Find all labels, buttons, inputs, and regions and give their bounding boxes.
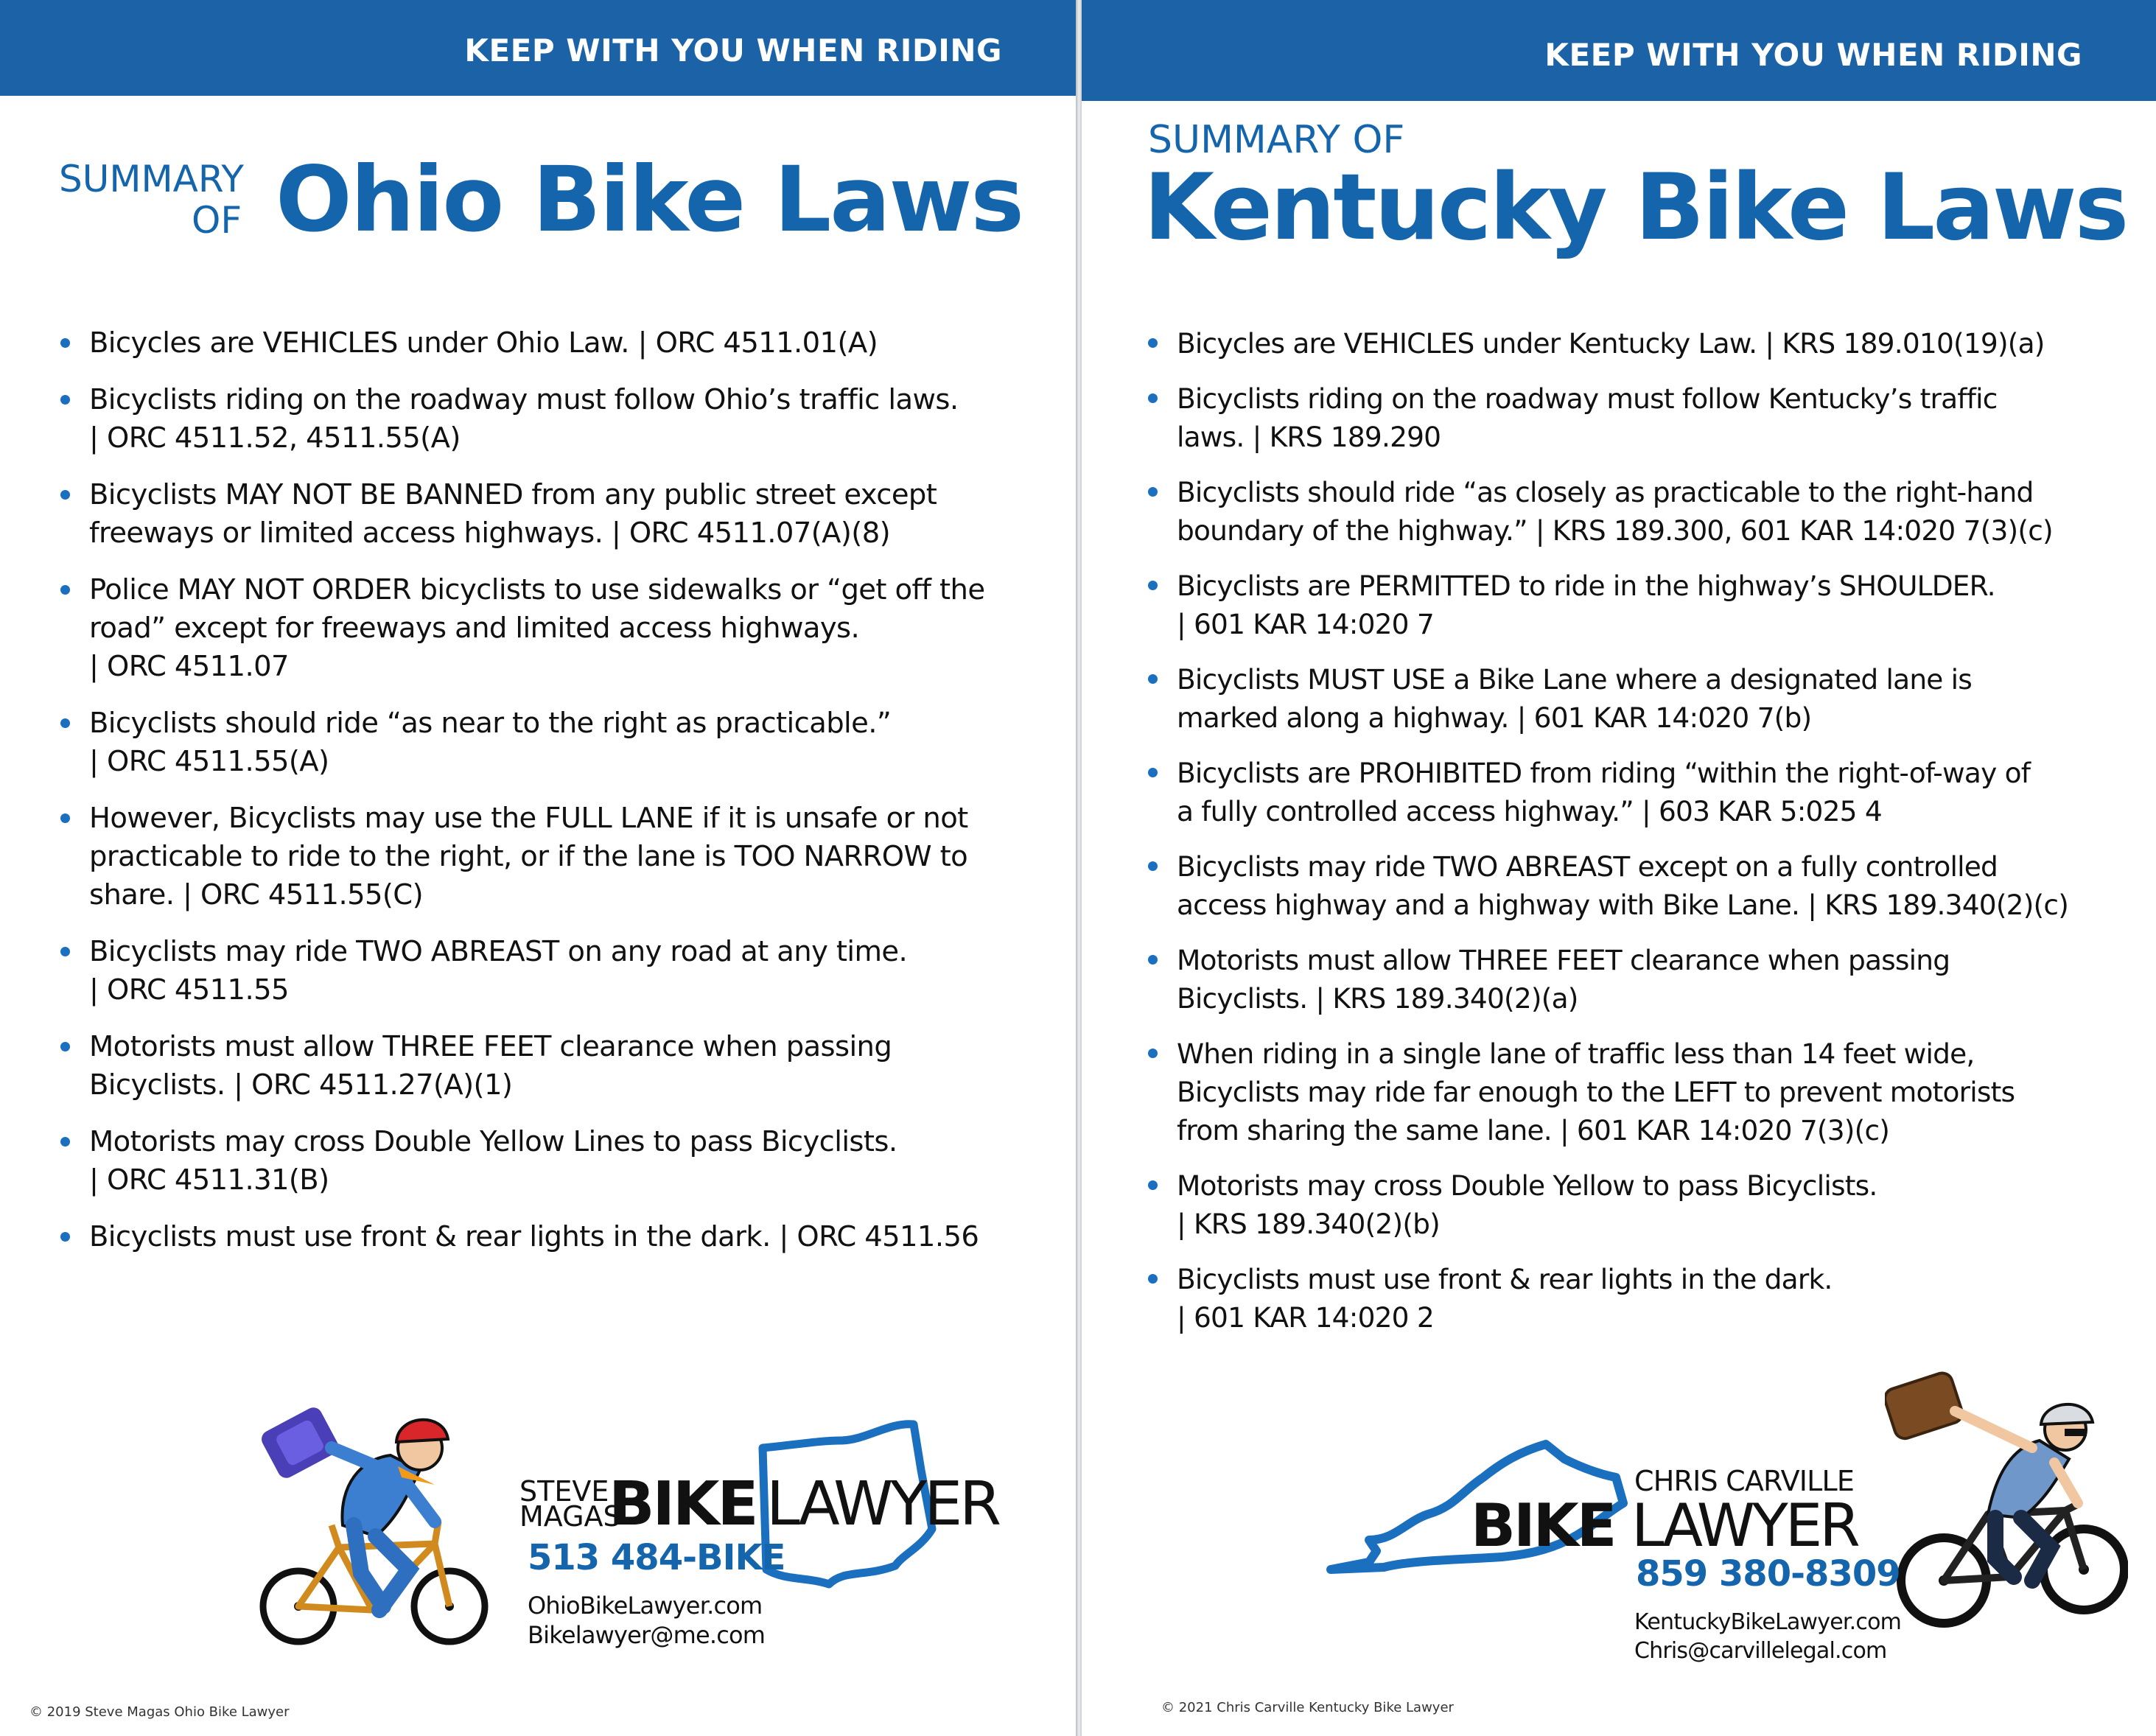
- law-text-line: | ORC 4511.52, 4511.55(A): [89, 421, 461, 455]
- law-text-line: | 601 KAR 14:020 2: [1177, 1301, 1434, 1334]
- kentucky-copyright: © 2021 Chris Carville Kentucky Bike Lawyer: [1161, 1700, 1454, 1715]
- ohio-banner-text: KEEP WITH YOU WHEN RIDING: [464, 32, 1002, 69]
- law-text-line: Bicyclists MUST USE a Bike Lane where a designated lane is: [1177, 663, 1973, 696]
- list-item: [1147, 1166, 2134, 1243]
- ohio-banner: [0, 0, 1076, 96]
- list-item: [59, 476, 1039, 553]
- list-item: [1147, 1035, 2134, 1149]
- list-item: [59, 933, 1039, 1009]
- list-item: [59, 571, 1039, 686]
- bullet-dot-icon: [1148, 1049, 1158, 1058]
- law-text-line: Motorists must allow THREE FEET clearance when passing: [89, 1030, 892, 1063]
- bullet-dot-icon: [1148, 674, 1158, 684]
- law-text-line: Bicyclists may ride far enough to the LEFT to prevent motorists: [1177, 1076, 2015, 1108]
- ohio-state-outline-icon: [755, 1418, 943, 1592]
- cyclist-illustration-icon: [1885, 1367, 2128, 1632]
- bullet-dot-icon: [1148, 338, 1158, 348]
- law-text-line: laws. | KRS 189.290: [1177, 421, 1441, 453]
- kentucky-website-link[interactable]: KentuckyBikeLawyer.com: [1634, 1609, 1902, 1635]
- list-item: [59, 704, 1039, 781]
- bullet-dot-icon: [60, 338, 70, 348]
- ohio-copyright: © 2019 Steve Magas Ohio Bike Lawyer: [29, 1704, 290, 1720]
- list-item: [59, 324, 1039, 363]
- bullet-dot-icon: [1148, 955, 1158, 965]
- list-item: [1147, 324, 2134, 363]
- law-text-line: Motorists may cross Double Yellow Lines to pass Bicyclists.: [89, 1125, 897, 1158]
- law-text-line: Motorists must allow THREE FEET clearance when passing: [1177, 944, 1950, 976]
- law-text-line: Bicyclists riding on the roadway must follow Kentucky’s traffic: [1177, 382, 1998, 415]
- kentucky-email-link[interactable]: Chris@carvillelegal.com: [1634, 1638, 1887, 1664]
- law-text-line: | ORC 4511.31(B): [89, 1163, 329, 1197]
- ohio-law-list: [59, 324, 1039, 1275]
- list-item: [59, 799, 1039, 914]
- list-item: [59, 1123, 1039, 1200]
- law-text-line: However, Bicyclists may use the FULL LANE if it is unsafe or not: [89, 802, 968, 835]
- bullet-dot-icon: [1148, 487, 1158, 497]
- law-text-line: Bicyclists riding on the roadway must follow Ohio’s traffic laws.: [89, 383, 959, 416]
- ohio-logo-lawyer: LAWYER: [766, 1469, 999, 1539]
- bullet-dot-icon: [1148, 393, 1158, 403]
- law-text-line: Bicyclists. | ORC 4511.27(A)(1): [89, 1068, 513, 1102]
- ohio-logo-bike: BIKE: [609, 1469, 757, 1539]
- list-item: [1147, 473, 2134, 550]
- bullet-dot-icon: [1148, 861, 1158, 871]
- kentucky-state-outline-icon: [1325, 1433, 1634, 1577]
- bullet-dot-icon: [60, 947, 70, 956]
- page-spine-divider: [1076, 0, 1082, 1736]
- ohio-title: Ohio Bike Laws: [276, 147, 1023, 252]
- bullet-dot-icon: [1148, 1274, 1158, 1284]
- law-text-line: Bicyclists should ride “as closely as practicable to the right-hand: [1177, 476, 2034, 508]
- law-text-line: | ORC 4511.07: [89, 650, 289, 683]
- law-text-line: from sharing the same lane. | 601 KAR 14:020 7(3)(c): [1177, 1114, 1890, 1147]
- law-text-line: marked along a highway. | 601 KAR 14:020 7(b): [1177, 701, 1812, 734]
- list-item: [1147, 567, 2134, 643]
- bullet-dot-icon: [60, 490, 70, 500]
- law-text-line: freeways or limited access highways. | ORC 4511.07(A)(8): [89, 517, 891, 550]
- law-text-line: Bicyclists may ride TWO ABREAST on any road at any time.: [89, 935, 908, 968]
- ohio-email-link[interactable]: Bikelawyer@me.com: [528, 1621, 766, 1649]
- law-text-line: Bicyclists are PROHIBITED from riding “within the right-of-way of: [1177, 757, 2031, 789]
- law-text-line: road” except for freeways and limited access highways.: [89, 612, 860, 645]
- law-text-line: Bicyclists are PERMITTED to ride in the highway’s SHOULDER.: [1177, 570, 1995, 602]
- law-text-line: When riding in a single lane of traffic less than 14 feet wide,: [1177, 1037, 1975, 1070]
- law-text-line: Bicyclists MAY NOT BE BANNED from any public street except: [89, 478, 937, 511]
- law-text-line: boundary of the highway.” | KRS 189.300, 601 KAR 14:020 7(3)(c): [1177, 514, 2053, 547]
- kentucky-banner: [1082, 0, 2156, 101]
- list-item: [1147, 1260, 2134, 1337]
- law-text-line: Bicyclists should ride “as near to the right as practicable.”: [89, 707, 892, 740]
- bullet-dot-icon: [60, 395, 70, 405]
- list-item: [59, 1028, 1039, 1105]
- law-text-line: Bicyclists must use front & rear lights in the dark.: [1177, 1263, 1833, 1295]
- law-text-line: Bicyclists must use front & rear lights in the dark. | ORC 4511.56: [89, 1220, 979, 1253]
- law-text-line: | ORC 4511.55(A): [89, 745, 329, 778]
- bullet-dot-icon: [60, 813, 70, 823]
- law-text-line: a fully controlled access highway.” | 603 KAR 5:025 4: [1177, 795, 1882, 827]
- list-item: [59, 381, 1039, 458]
- ohio-logo-name-first: STEVE: [519, 1475, 609, 1508]
- law-text-line: | 601 KAR 14:020 7: [1177, 608, 1434, 640]
- list-item: [1147, 379, 2134, 456]
- bullet-dot-icon: [60, 718, 70, 728]
- kentucky-banner-text: KEEP WITH YOU WHEN RIDING: [1544, 37, 2082, 73]
- law-text-line: share. | ORC 4511.55(C): [89, 878, 423, 911]
- ohio-summary-label: SUMMARY: [59, 158, 244, 200]
- bullet-dot-icon: [1148, 768, 1158, 777]
- bullet-dot-icon: [60, 1232, 70, 1242]
- kentucky-logo-bike: BIKE: [1471, 1491, 1615, 1560]
- bullet-dot-icon: [60, 585, 70, 595]
- kentucky-phone[interactable]: 859 380-8309: [1636, 1553, 1900, 1595]
- law-text-line: Bicycles are VEHICLES under Kentucky Law. | KRS 189.010(19)(a): [1177, 327, 2045, 360]
- bullet-dot-icon: [1148, 581, 1158, 590]
- law-text-line: Bicyclists may ride TWO ABREAST except on a fully controlled: [1177, 850, 1998, 883]
- bullet-dot-icon: [60, 1042, 70, 1051]
- law-text-line: Bicycles are VEHICLES under Ohio Law. | ORC 4511.01(A): [89, 326, 878, 360]
- law-text-line: Bicyclists. | KRS 189.340(2)(a): [1177, 982, 1578, 1015]
- list-item: [1147, 847, 2134, 924]
- ohio-logo-name-last: MAGAS: [519, 1500, 621, 1533]
- law-text-line: | ORC 4511.55: [89, 973, 289, 1007]
- law-text-line: Police MAY NOT ORDER bicyclists to use sidewalks or “get off the: [89, 573, 985, 606]
- list-item: [1147, 660, 2134, 737]
- bullet-dot-icon: [60, 1137, 70, 1147]
- law-text-line: access highway and a highway with Bike Lane. | KRS 189.340(2)(c): [1177, 889, 2069, 921]
- ohio-phone[interactable]: 513 484-BIKE: [528, 1537, 785, 1578]
- list-item: [59, 1218, 1039, 1256]
- kentucky-law-list: [1147, 324, 2134, 1354]
- ohio-card: [0, 0, 1076, 1736]
- cyclist-illustration-icon: [251, 1396, 501, 1651]
- list-item: [1147, 941, 2134, 1018]
- kentucky-card: [1082, 0, 2156, 1736]
- law-text-line: practicable to ride to the right, or if the lane is TOO NARROW to: [89, 840, 968, 873]
- ohio-summary-of-label: OF: [192, 199, 242, 242]
- ohio-website-link[interactable]: OhioBikeLawyer.com: [528, 1592, 763, 1620]
- kentucky-logo-lawyer: LAWYER: [1631, 1491, 1858, 1560]
- law-text-line: Motorists may cross Double Yellow to pass Bicyclists.: [1177, 1169, 1877, 1202]
- kentucky-logo-name: CHRIS CARVILLE: [1634, 1465, 1855, 1497]
- law-text-line: | KRS 189.340(2)(b): [1177, 1208, 1440, 1240]
- kentucky-summary-label: SUMMARY OF: [1148, 118, 1405, 162]
- bullet-dot-icon: [1148, 1180, 1158, 1190]
- kentucky-title: Kentucky Bike Laws: [1144, 155, 2127, 261]
- list-item: [1147, 754, 2134, 830]
